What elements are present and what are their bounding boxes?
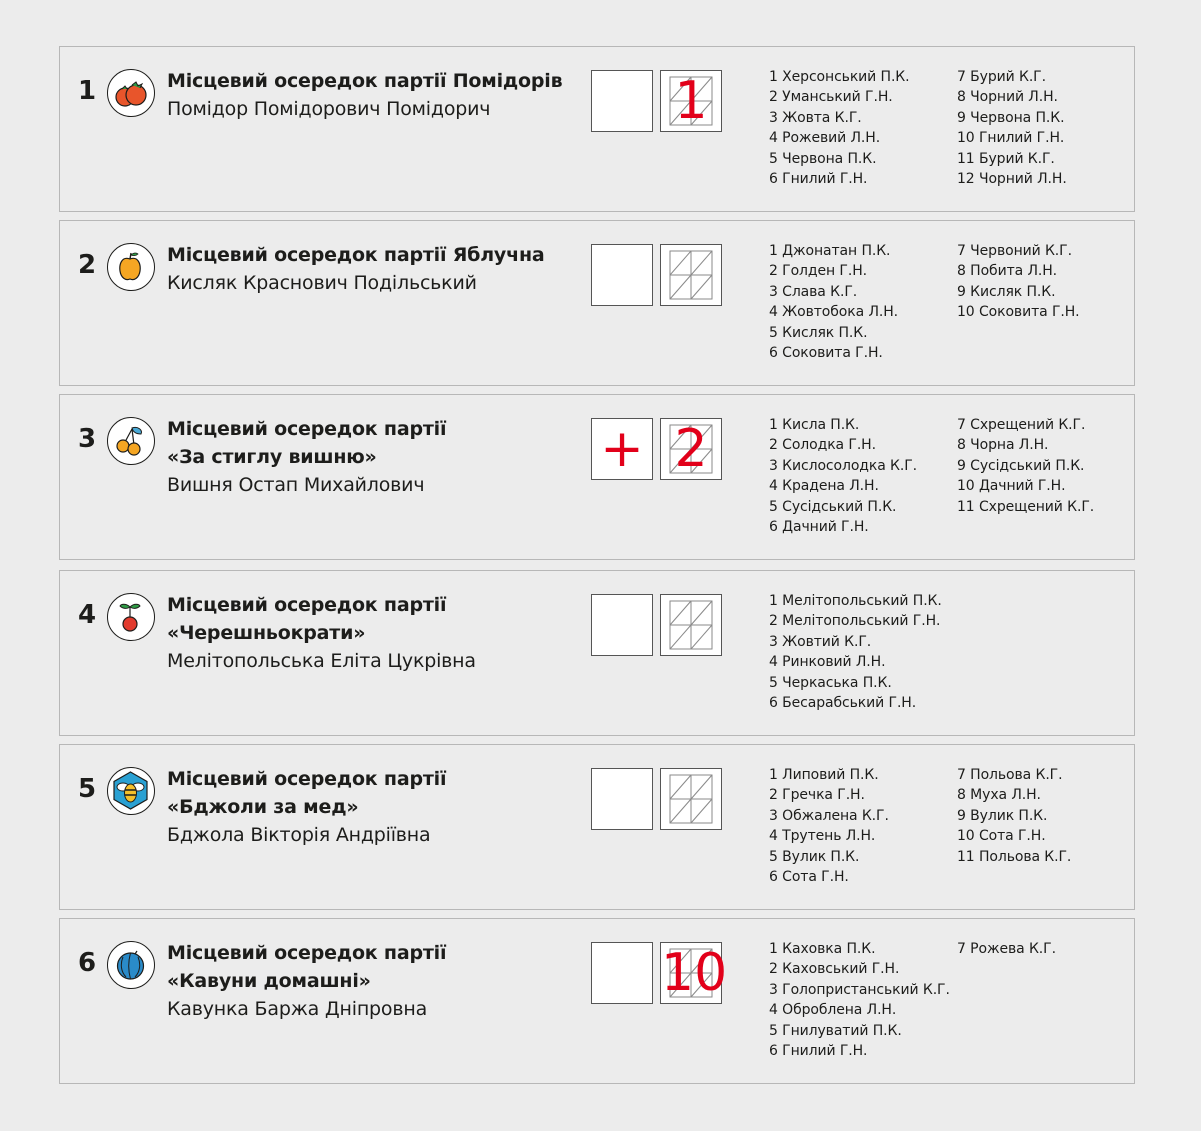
candidate-item: 2 Солодка Г.Н.	[769, 437, 876, 454]
candidate-item: 1 Кисла П.К.	[769, 417, 860, 433]
row-number: 6	[78, 948, 97, 978]
candidate-item: 3 Жовтий К.Г.	[769, 633, 872, 650]
row-number: 2	[78, 250, 97, 280]
ballot-row	[59, 744, 1135, 910]
candidate-item: 6 Бесарабський Г.Н.	[769, 695, 917, 712]
candidate-item: 1 Херсонський П.К.	[769, 69, 910, 85]
candidate-item: 7 Червоний К.Г.	[957, 243, 1072, 259]
candidate-item: 4 Рожевий Л.Н.	[769, 130, 881, 147]
candidate-item: 7 Польова К.Г.	[957, 767, 1063, 783]
candidate-item: 11 Бурий К.Г.	[957, 150, 1055, 167]
candidate-item: 1 Липовий П.К.	[769, 767, 879, 783]
candidate-item: 5 Червона П.К.	[769, 150, 877, 167]
candidate-item: 7 Схрещений К.Г.	[957, 417, 1086, 433]
candidate-item: 10 Сота Г.Н.	[957, 828, 1046, 845]
candidate-number-box[interactable]	[660, 942, 728, 1004]
candidate-column	[957, 939, 1145, 1061]
vote-mark	[592, 769, 652, 829]
party-leader: Кисляк Краснович Подільський	[167, 272, 477, 294]
candidate-item: 10 Дачний Г.Н.	[957, 478, 1066, 495]
party-info	[167, 591, 577, 675]
row-number: 5	[78, 774, 97, 804]
candidate-list	[769, 939, 1145, 1061]
party-name: Місцевий осередок партії «Черешньократи»	[167, 594, 447, 644]
candidate-item: 8 Чорний Л.Н.	[957, 89, 1058, 106]
candidate-number-mark	[661, 245, 721, 305]
party-leader: Помідор Помідорович Помідорич	[167, 98, 491, 120]
vote-checkbox[interactable]	[591, 768, 653, 830]
candidate-item: 6 Гнилий Г.Н.	[769, 1043, 868, 1060]
party-info	[167, 765, 577, 849]
candidate-number-box[interactable]	[660, 594, 722, 656]
vote-mark: +	[600, 419, 644, 479]
candidate-item: 3 Обжалена К.Г.	[769, 807, 889, 824]
candidate-item: 3 Жовта К.Г.	[769, 109, 862, 126]
bee-icon	[107, 767, 155, 815]
party-name: Місцевий осередок партії «За стиглу вишню»	[167, 418, 447, 468]
candidate-item: 9 Вулик П.К.	[957, 807, 1048, 824]
party-info	[167, 67, 577, 123]
candidate-column	[957, 415, 1145, 537]
candidate-number-mark: 2	[674, 419, 708, 479]
party-leader: Вишня Остап Михайлович	[167, 474, 425, 496]
candidate-item: 7 Рожева К.Г.	[957, 941, 1056, 957]
vote-checkbox[interactable]	[591, 594, 653, 656]
ballot-row	[59, 570, 1135, 736]
candidate-column	[957, 67, 1145, 189]
candidate-item: 5 Черкаська П.К.	[769, 674, 892, 691]
ballot-row	[59, 918, 1135, 1084]
candidate-item: 2 Уманський Г.Н.	[769, 89, 893, 106]
party-info	[167, 415, 577, 499]
party-leader: Бджола Вікторія Андріївна	[167, 824, 431, 846]
ballot-row	[59, 46, 1135, 212]
candidate-item: 6 Гнилий Г.Н.	[769, 171, 868, 188]
vote-mark	[592, 943, 652, 1003]
candidate-item: 4 Жовтобока Л.Н.	[769, 304, 899, 321]
candidate-item: 2 Гречка Г.Н.	[769, 787, 865, 804]
candidate-list	[769, 415, 1145, 537]
candidate-item: 9 Червона П.К.	[957, 109, 1065, 126]
candidate-column	[957, 765, 1145, 887]
candidate-number-mark	[661, 595, 721, 655]
candidate-column	[769, 939, 957, 1061]
candidate-item: 2 Мелітопольський Г.Н.	[769, 613, 941, 630]
candidate-item: 4 Трутень Л.Н.	[769, 828, 876, 845]
candidate-column	[769, 591, 957, 713]
candidate-item: 5 Вулик П.К.	[769, 848, 860, 865]
ballot-row	[59, 394, 1135, 560]
candidate-list	[769, 765, 1145, 887]
candidate-number-box[interactable]	[660, 244, 722, 306]
party-leader: Кавунка Баржа Дніпровна	[167, 998, 428, 1020]
party-info	[167, 241, 577, 297]
cherries-icon	[107, 417, 155, 465]
candidate-column	[769, 67, 957, 189]
candidate-item: 5 Кисляк П.К.	[769, 324, 868, 341]
candidate-item: 5 Сусідський П.К.	[769, 498, 897, 515]
candidate-column	[957, 591, 1145, 713]
candidate-column	[769, 415, 957, 537]
candidate-item: 11 Схрещений К.Г.	[957, 498, 1095, 515]
candidate-item: 5 Гнилуватий П.К.	[769, 1022, 902, 1039]
candidate-item: 10 Гнилий Г.Н.	[957, 130, 1065, 147]
vote-checkbox[interactable]	[591, 418, 653, 480]
candidate-item: 4 Ринковий Л.Н.	[769, 654, 886, 671]
candidate-item: 2 Голден Г.Н.	[769, 263, 867, 280]
candidate-item: 8 Чорна Л.Н.	[957, 437, 1049, 454]
party-name: Місцевий осередок партії «Бджоли за мед»	[167, 768, 447, 818]
candidate-item: 7 Бурий К.Г.	[957, 69, 1046, 85]
candidate-item: 6 Сота Г.Н.	[769, 869, 849, 886]
candidate-item: 2 Каховський Г.Н.	[769, 961, 900, 978]
candidate-item: 9 Кисляк П.К.	[957, 283, 1056, 300]
party-name: Місцевий осередок партії «Кавуни домашні»	[167, 942, 447, 992]
candidate-number-box[interactable]	[660, 70, 722, 132]
watermelon-icon	[107, 941, 155, 989]
candidate-number-box[interactable]	[660, 768, 722, 830]
candidate-number-mark	[661, 769, 721, 829]
candidate-column	[957, 241, 1145, 363]
candidate-item: 12 Чорний Л.Н.	[957, 171, 1067, 188]
candidate-list	[769, 591, 1145, 713]
cherry-icon	[107, 593, 155, 641]
row-number: 1	[78, 76, 97, 106]
vote-checkbox[interactable]	[591, 70, 653, 132]
party-name: Місцевий осередок партії Помідорів	[167, 70, 563, 92]
vote-mark	[592, 71, 652, 131]
vote-checkbox[interactable]	[591, 942, 653, 1004]
candidate-item: 3 Голопристанський К.Г.	[769, 981, 950, 998]
apple-icon	[107, 243, 155, 291]
candidate-item: 8 Побита Л.Н.	[957, 263, 1058, 280]
vote-checkbox[interactable]	[591, 244, 653, 306]
candidate-item: 6 Соковита Г.Н.	[769, 345, 883, 362]
row-number: 3	[78, 424, 97, 454]
party-info	[167, 939, 577, 1023]
candidate-item: 9 Сусідський П.К.	[957, 457, 1085, 474]
candidate-list	[769, 241, 1145, 363]
candidate-number-box[interactable]	[660, 418, 722, 480]
candidate-column	[769, 241, 957, 363]
candidate-item: 3 Кислосолодка К.Г.	[769, 457, 918, 474]
candidate-item: 10 Соковита Г.Н.	[957, 304, 1080, 321]
candidate-number-mark: 1	[674, 71, 708, 131]
candidate-item: 3 Слава К.Г.	[769, 283, 858, 300]
candidate-item: 8 Муха Л.Н.	[957, 787, 1041, 804]
ballot-row	[59, 220, 1135, 386]
row-number: 4	[78, 600, 97, 630]
candidate-item: 4 Оброблена Л.Н.	[769, 1002, 897, 1019]
candidate-item: 1 Мелітопольський П.К.	[769, 593, 942, 609]
candidate-item: 11 Польова К.Г.	[957, 848, 1072, 865]
vote-mark	[592, 245, 652, 305]
candidate-item: 1 Каховка П.К.	[769, 941, 876, 957]
candidate-item: 4 Крадена Л.Н.	[769, 478, 879, 495]
tomato-icon	[107, 69, 155, 117]
candidate-number-mark: 10	[661, 943, 728, 1003]
candidate-item: 1 Джонатан П.К.	[769, 243, 891, 259]
candidate-column	[769, 765, 957, 887]
candidate-list	[769, 67, 1145, 189]
vote-mark	[592, 595, 652, 655]
candidate-item: 6 Дачний Г.Н.	[769, 519, 869, 536]
party-leader: Мелітопольська Еліта Цукрівна	[167, 650, 476, 672]
party-name: Місцевий осередок партії Яблучна	[167, 244, 545, 266]
